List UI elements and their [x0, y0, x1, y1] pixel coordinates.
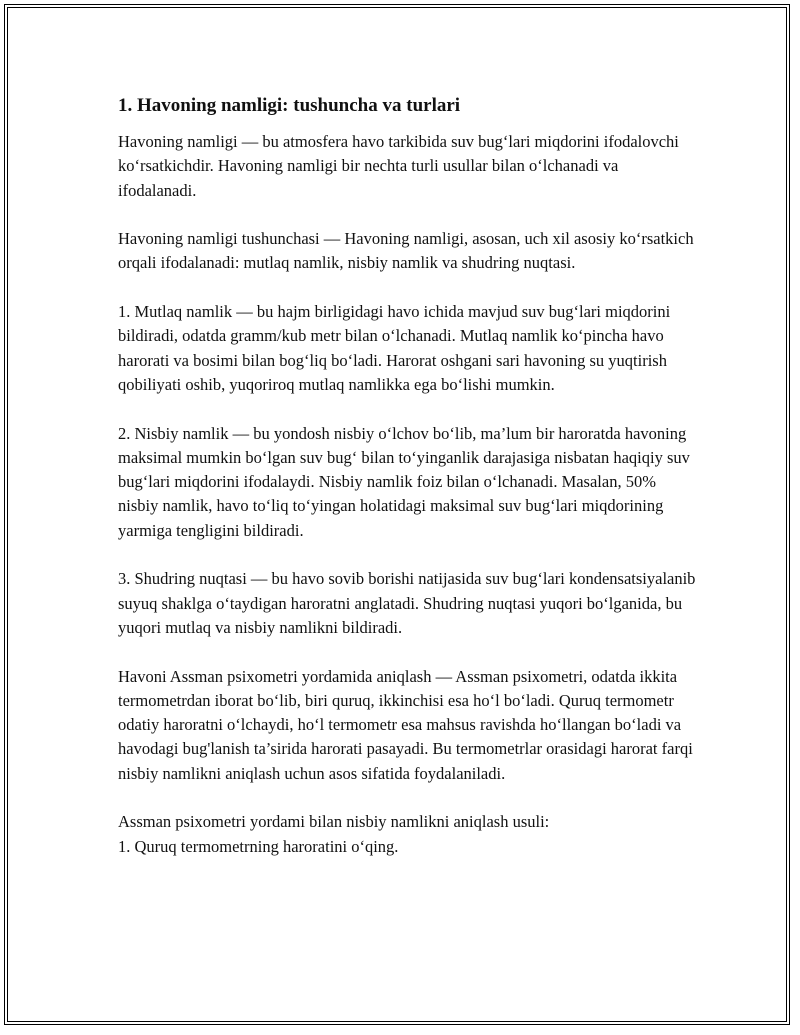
paragraph-intro: Havoning namligi — bu atmosfera havo tarkibida suv bug‘lari miqdorini ifodalovchi ko‘rsatkichdir. Havoning namligi bir nechta turli usullar bilan o‘lchanadi va ifodalanadi.	[118, 132, 679, 200]
document-title: 1. Havoning namligi: tushuncha va turlari	[118, 95, 461, 116]
paragraph-concept: Havoning namligi tushunchasi — Havoning namligi, asosan, uch xil asosiy ko‘rsatkich orqali ifodalanadi: mutlaq namlik, nisbiy namlik va shudring nuqtasi.	[118, 229, 694, 273]
paragraph-step-1: 1. Quruq termometrning haroratini o‘qing.	[118, 836, 399, 856]
paragraph-dew-point: 3. Shudring nuqtasi — bu havo sovib borishi natijasida suv bug‘lari kondensatsiyalanib suyuq shaklga o‘taydigan haroratni anglatadi. Shudring nuqtasi yuqori bo‘lganida, bu yuqori mutlaq va nisbiy namlikni bildiradi.	[118, 569, 696, 637]
paragraph-absolute-humidity: 1. Mutlaq namlik — bu hajm birligidagi havo ichida mavjud suv bug‘lari miqdorini bildiradi, odatda gramm/kub metr bilan o‘lchanadi. Mutlaq namlik ko‘pincha havo harorati va bosimi bilan bog‘liq bo‘ladi. Harorat oshgani sari havoning su yuqtirish qobiliyati oshib, yuqoriroq mutlaq namlikka ega bo‘lishi mumkin.	[118, 302, 671, 394]
paragraph-relative-humidity: 2. Nisbiy namlik — bu yondosh nisbiy o‘lchov bo‘lib, ma’lum bir haroratda havoning maksimal mumkin bo‘lgan suv bug‘ bilan to‘yinganlik darajasiga nisbatan haqiqiy suv bug‘lari miqdorini ifodalaydi. Nisbiy namlik foiz bilan o‘lchanadi. Masalan, 50% nisbiy namlik, havo to‘liq to‘yingan holatidagi maksimal suv bug‘lari miqdorining yarmiga tengligini bildiradi.	[118, 423, 690, 540]
document-body	[118, 94, 698, 859]
paragraph-method-heading: Assman psixometri yordami bilan nisbiy namlikni aniqlash usuli:	[118, 812, 550, 832]
paragraph-assman-psychrometer: Havoni Assman psixometri yordamida aniqlash — Assman psixometri, odatda ikkita termometrdan iborat bo‘lib, biri quruq, ikkinchisi esa ho‘l bo‘ladi. Quruq termometr odatiy haroratni o‘lchaydi, ho‘l termometr esa mahsus ravishda ho‘llangan bo‘ladi va havodagi bug'lanish ta’sirida harorati pasayadi. Bu termometrlar orasidagi harorat farqi nisbiy namlikni aniqlash uchun asos sifatida foydalaniladi.	[118, 666, 693, 783]
